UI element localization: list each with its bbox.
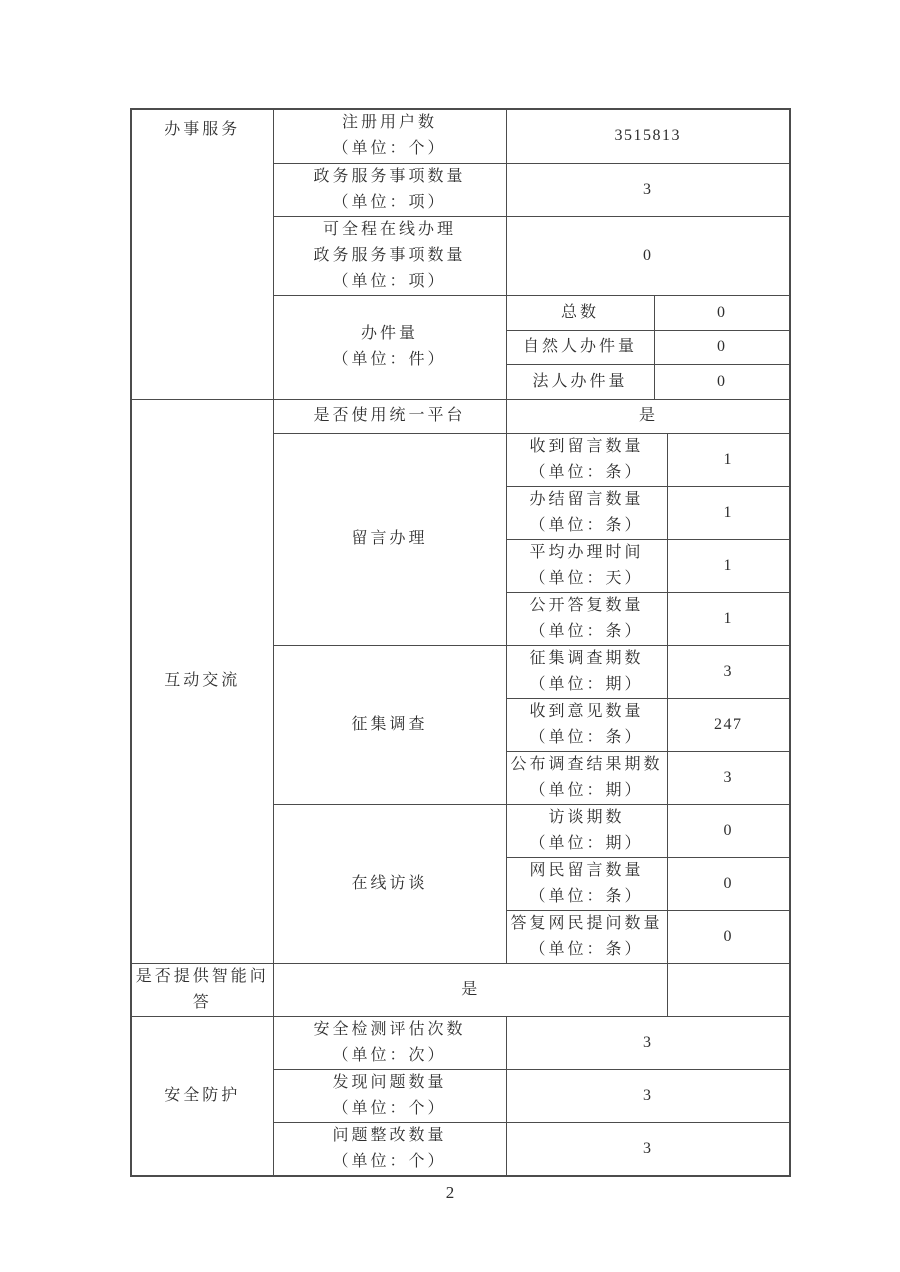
subrow-value-messages-received: 1: [667, 433, 790, 486]
subrow-value-results-published: 3: [667, 751, 790, 804]
subrow-label-text: 访谈期数: [548, 808, 625, 826]
row-label-text: 可全程在线办理: [322, 220, 456, 238]
row-unit-text: （单位：件）: [332, 351, 447, 368]
subrow-unit-text: （单位：期）: [529, 781, 644, 799]
subrow-label-text: 征集调查期数: [529, 649, 644, 667]
row-label-text: 问题整改数量: [332, 1126, 447, 1144]
subrow-label-text: 收到意见数量: [529, 702, 644, 720]
subrow-value-survey-periods: 3: [667, 645, 790, 698]
subrow-value-natural-person: 0: [654, 330, 790, 364]
row-label-text: 注册用户数: [341, 114, 437, 132]
row-label-problems-fixed: [273, 1122, 506, 1176]
subrow-unit-text: （单位：条）: [529, 516, 644, 534]
subrow-label-legal-person: 法人办件量: [506, 364, 654, 399]
subrow-unit-text: （单位：期）: [529, 834, 644, 852]
row-label-text: 安全检测评估次数: [313, 1020, 466, 1038]
row-label-text: 政务服务事项数量: [313, 167, 466, 185]
subrow-label-text: 答复网民提问数量: [510, 914, 663, 932]
row-value-service-items: 3: [506, 163, 790, 216]
row-label-text: 办件量: [360, 325, 418, 342]
subrow-label-total: 总数: [506, 295, 654, 330]
row-label-registered-users: [273, 109, 506, 163]
section-label-text: 互动交流: [164, 672, 241, 689]
subrow-value-total: 0: [654, 295, 790, 330]
subrow-unit-text: （单位：条）: [529, 940, 644, 958]
row-label-message-handling: 留言办理: [273, 433, 506, 645]
section-label-hudong: [131, 399, 273, 963]
subrow-unit-text: （单位：条）: [529, 887, 644, 905]
subrow-label-text: 网民留言数量: [529, 861, 644, 879]
row-label-problems-found: [273, 1069, 506, 1122]
subrow-unit-text: （单位：期）: [529, 675, 644, 693]
subrow-unit-text: （单位：天）: [529, 569, 644, 587]
subrow-value-netizen-messages: 0: [667, 857, 790, 910]
subrow-label-average-time: [506, 539, 667, 592]
subrow-label-interview-periods: [506, 804, 667, 857]
subrow-label-survey-periods: [506, 645, 667, 698]
subrow-label-results-published: [506, 751, 667, 804]
subrow-value-public-replies: 1: [667, 592, 790, 645]
row-value-security-assessments: 3: [506, 1016, 790, 1069]
subrow-label-netizen-messages: [506, 857, 667, 910]
row-label-online-service-items: [273, 216, 506, 295]
row-label-security-assessments: [273, 1016, 506, 1069]
subrow-label-text: 平均办理时间: [529, 543, 644, 561]
subrow-label-messages-received: [506, 433, 667, 486]
row-value-problems-found: 3: [506, 1069, 790, 1122]
section-label-anquan: [131, 1016, 273, 1176]
subrow-value-questions-answered: 0: [667, 910, 790, 963]
subrow-label-opinions-received: [506, 698, 667, 751]
subrow-value-interview-periods: 0: [667, 804, 790, 857]
subrow-label-questions-answered: [506, 910, 667, 963]
row-label-text: 发现问题数量: [332, 1073, 447, 1091]
row-value-registered-users: 3515813: [506, 109, 790, 163]
subrow-label-natural-person: 自然人办件量: [506, 330, 654, 364]
subrow-value-messages-completed: 1: [667, 486, 790, 539]
row-value-smart-qa: 是: [273, 963, 667, 1016]
section-label-text: 办事服务: [164, 121, 241, 138]
row-label-survey: 征集调查: [273, 645, 506, 804]
subrow-label-public-replies: [506, 592, 667, 645]
subrow-value-legal-person: 0: [654, 364, 790, 399]
page-number: 2: [445, 1183, 455, 1202]
section-label-text: 安全防护: [164, 1086, 241, 1104]
row-value-online-service-items: 0: [506, 216, 790, 295]
subrow-label-text: 公开答复数量: [529, 596, 644, 614]
row-label-service-items: [273, 163, 506, 216]
row-label-unified-platform: 是否使用统一平台: [273, 399, 506, 433]
subrow-value-opinions-received: 247: [667, 698, 790, 751]
subrow-label-text: 收到留言数量: [529, 437, 644, 455]
row-label-online-interview: 在线访谈: [273, 804, 506, 963]
row-unit-text: （单位：项）: [332, 272, 447, 290]
row-label-banjianliang: [273, 295, 506, 399]
subrow-unit-text: （单位：条）: [529, 728, 644, 746]
subrow-unit-text: （单位：条）: [529, 463, 644, 481]
row-unit-text: （单位：个）: [332, 1099, 447, 1117]
row-unit-text: （单位：个）: [332, 140, 447, 158]
row-unit-text: （单位：个）: [332, 1152, 447, 1170]
section-label-banshi: [131, 109, 273, 399]
row-unit-text: （单位：项）: [332, 193, 447, 211]
subrow-unit-text: （单位：条）: [529, 622, 644, 640]
subrow-label-text: 公布调查结果期数: [510, 755, 663, 773]
subrow-value-average-time: 1: [667, 539, 790, 592]
subrow-label-text: 办结留言数量: [529, 490, 644, 508]
row-value-problems-fixed: 3: [506, 1122, 790, 1176]
row-label-smart-qa: 是否提供智能问答: [131, 963, 273, 1016]
subrow-label-messages-completed: [506, 486, 667, 539]
row-label-text2: 政务服务事项数量: [313, 246, 466, 264]
row-unit-text: （单位：次）: [332, 1046, 447, 1064]
row-value-unified-platform: 是: [506, 399, 790, 433]
report-table: [130, 108, 791, 1177]
